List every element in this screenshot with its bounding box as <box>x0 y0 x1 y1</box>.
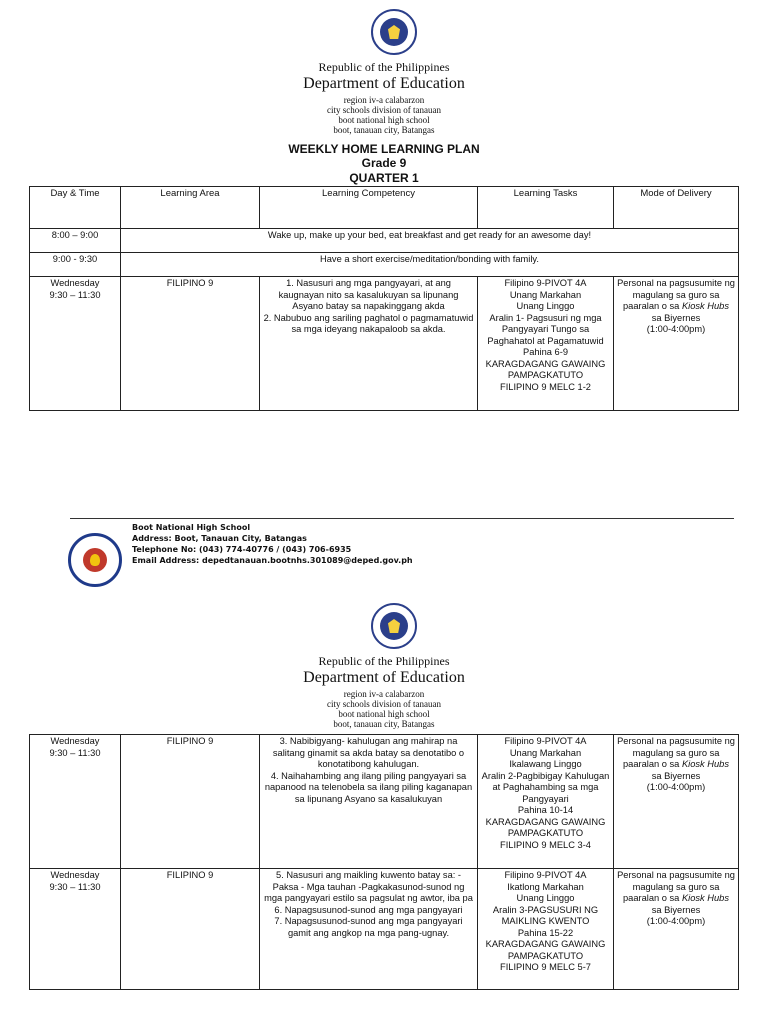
day-time-cell <box>30 869 121 990</box>
schedule-time: 9:00 - 9:30 <box>30 253 121 277</box>
division-text: city schools division of tanauan <box>327 699 441 709</box>
delivery-hours: (1:00-4:00pm) <box>646 324 706 334</box>
task-line: FILIPINO 9 MELC 1-2 <box>500 381 591 392</box>
task-line: Aralin 2-Pagbibigay Kahulugan at Paghahambing sa mga Pangyayari <box>481 770 610 804</box>
deped-seal-icon <box>371 9 417 55</box>
header-learning-area: Learning Area <box>121 187 260 229</box>
task-line: Unang Markahan <box>509 289 582 300</box>
school-logo-icon <box>68 533 122 587</box>
task-line: FILIPINO 9 MELC 5-7 <box>500 962 591 972</box>
time-text: 9:30 – 11:30 <box>49 289 101 300</box>
delivery-day: sa Biyernes <box>651 312 701 323</box>
delivery-text: Personal na pagsusumite ng magulang sa guro sa paaralan o sa <box>617 278 735 311</box>
day-time-cell <box>30 277 121 411</box>
task-line: FILIPINO 9 MELC 3-4 <box>500 839 591 850</box>
plan-title: WEEKLY HOME LEARNING PLAN <box>288 142 480 156</box>
delivery-kiosk: Kiosk Hubs <box>681 301 729 311</box>
competency-cell <box>260 277 478 411</box>
school-text: boot national high school <box>338 709 430 719</box>
school-email: Email Address: depedtanauan.bootnhs.301089@deped.gov.ph <box>132 556 413 565</box>
task-line: Unang Linggo <box>516 301 575 311</box>
tasks-cell <box>478 869 614 990</box>
division-text: city schools division of tanauan <box>327 105 441 115</box>
delivery-kiosk: Kiosk Hubs <box>681 893 729 903</box>
department-title: Department of Education <box>303 75 465 92</box>
competency-item: 3. Nabibigyang- kahulugan ang mahirap na salitang ginamit sa akda batay sa denotatibo o konotatibong kahulugan. <box>272 736 465 769</box>
competency-item: 2. Nabubuo ang sariling paghatol o pagmamatuwid sa mga ideyang nakapaloob sa akda. <box>263 312 474 334</box>
table-row <box>30 869 739 990</box>
school-contact-block <box>132 522 413 566</box>
task-line: Filipino 9-PIVOT 4A <box>504 736 587 746</box>
learning-area-cell: FILIPINO 9 <box>121 735 260 869</box>
competency-cell <box>260 735 478 869</box>
table-row <box>30 735 739 869</box>
school-telephone: Telephone No: (043) 774-40776 / (043) 706-6935 <box>132 545 352 554</box>
day-text: Wednesday <box>50 278 100 288</box>
learning-plan-table-continued <box>29 734 739 990</box>
table-row <box>30 253 739 277</box>
header-day-time: Day & Time <box>30 187 121 229</box>
address-text: boot, tanauan city, Batangas <box>333 719 435 729</box>
task-line: KARAGDAGANG GAWAING PAMPAGKATUTO <box>485 939 606 961</box>
task-line: KARAGDAGANG GAWAING PAMPAGKATUTO <box>485 358 606 380</box>
header-learning-competency: Learning Competency <box>260 187 478 229</box>
competency-cell <box>260 869 478 990</box>
task-line: Pahina 15-22 <box>517 927 574 938</box>
deped-seal-icon <box>371 603 417 649</box>
learning-area-cell: FILIPINO 9 <box>121 869 260 990</box>
table-row <box>30 277 739 411</box>
plan-quarter: QUARTER 1 <box>349 171 419 185</box>
competency-item: 4. Naihahambing ang ilang piling pangyayari sa napanood na telenobela sa ilang piling kaganapan sa lipunang Asyano sa kasalukuyan <box>264 770 473 804</box>
school-address: Address: Boot, Tanauan City, Batangas <box>132 534 307 543</box>
schedule-time: 8:00 – 9:00 <box>30 229 121 253</box>
task-line: Ikalawang Linggo <box>509 759 582 769</box>
task-line: Filipino 9-PIVOT 4A <box>504 278 587 288</box>
schedule-activity: Wake up, make up your bed, eat breakfast and get ready for an awesome day! <box>121 229 739 253</box>
region-text: region iv-a calabarzon <box>343 95 425 105</box>
task-line: Pahina 10-14 <box>517 805 574 815</box>
school-text: boot national high school <box>338 115 430 125</box>
address-text: boot, tanauan city, Batangas <box>333 125 435 135</box>
delivery-hours: (1:00-4:00pm) <box>646 916 706 926</box>
delivery-day: sa Biyernes <box>651 904 701 915</box>
competency-item: 6. Napagsusunod-sunod ang mga pangyayari <box>274 904 463 915</box>
task-line: Unang Markahan <box>509 747 582 758</box>
region-text: region iv-a calabarzon <box>343 689 425 699</box>
plan-grade: Grade 9 <box>361 156 407 170</box>
task-line: Filipino 9-PIVOT 4A <box>504 870 587 880</box>
learning-area-cell: FILIPINO 9 <box>121 277 260 411</box>
competency-item: 5. Nasusuri ang maikling kuwento batay sa: - Paksa - Mga tauhan -Pagkakasunod-sunod ng mga pangyayari estilo sa pagsulat ng awtor, iba pa <box>264 870 473 903</box>
republic-text: Republic of the Philippines <box>318 654 450 668</box>
footer-divider <box>70 518 734 519</box>
competency-item: 7. Napagsusunod-sunod ang mga pangyayari gamit ang angkop na mga pang-ugnay. <box>274 916 463 938</box>
header-mode-of-delivery: Mode of Delivery <box>614 187 739 229</box>
time-text: 9:30 – 11:30 <box>49 747 101 758</box>
task-line: Aralin 3-PAGSUSURI NG MAIKLING KWENTO <box>492 904 599 926</box>
header-learning-tasks: Learning Tasks <box>478 187 614 229</box>
task-line: KARAGDAGANG GAWAING PAMPAGKATUTO <box>485 816 606 838</box>
republic-text: Republic of the Philippines <box>318 60 450 74</box>
task-line: Ikatlong Markahan <box>507 881 584 892</box>
tasks-cell <box>478 735 614 869</box>
task-line: Unang Linggo <box>516 893 575 903</box>
task-line: Pahina 6-9 <box>523 347 568 357</box>
delivery-day: sa Biyernes <box>651 770 701 781</box>
delivery-cell <box>614 869 739 990</box>
delivery-text: Personal na pagsusumite ng magulang sa guro sa paaralan o sa <box>617 870 735 903</box>
learning-plan-table <box>29 186 739 411</box>
delivery-hours: (1:00-4:00pm) <box>646 782 706 792</box>
task-line: Aralin 1- Pagsusuri ng mga Pangyayari Tungo sa Paghahatol at Pagamatuwid <box>487 312 604 346</box>
delivery-cell <box>614 735 739 869</box>
day-text: Wednesday <box>50 870 100 880</box>
table-row <box>30 229 739 253</box>
school-name: Boot National High School <box>132 523 251 532</box>
delivery-text: Personal na pagsusumite ng magulang sa guro sa paaralan o sa <box>617 736 735 769</box>
delivery-cell <box>614 277 739 411</box>
competency-item: 1. Nasusuri ang mga pangyayari, at ang kaugnayan nito sa kasalukuyan sa lipunang Asyano batay sa napakinggang akda <box>278 278 459 311</box>
day-time-cell <box>30 735 121 869</box>
tasks-cell <box>478 277 614 411</box>
time-text: 9:30 – 11:30 <box>49 881 101 892</box>
schedule-activity: Have a short exercise/meditation/bonding with family. <box>121 253 739 277</box>
delivery-kiosk: Kiosk Hubs <box>681 759 729 769</box>
day-text: Wednesday <box>50 736 100 746</box>
department-title: Department of Education <box>303 669 465 686</box>
